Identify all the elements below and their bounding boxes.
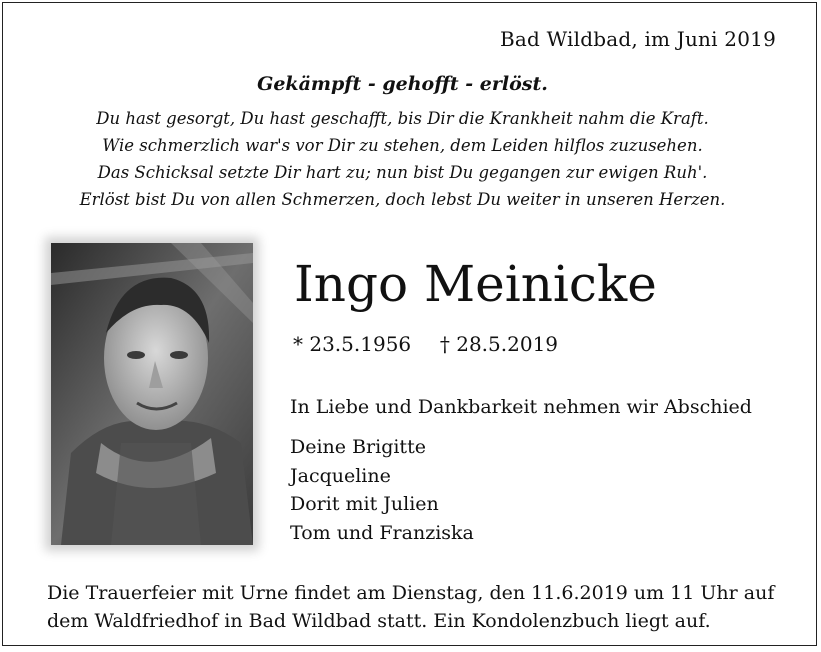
service-line: Die Trauerfeier mit Urne findet am Dienstag, den 11.6.2019 um 11 Uhr auf [47, 582, 775, 604]
farewell-text: In Liebe und Dankbarkeit nehmen wir Abschied [290, 396, 752, 418]
mourner-name: Deine Brigitte [290, 436, 426, 458]
mourner-name: Tom und Franziska [290, 521, 474, 544]
life-dates [293, 332, 558, 356]
poem-line: Erlöst bist Du von allen Schmerzen, doch lebst Du weiter in unseren Herzen. [79, 190, 726, 209]
portrait-illustration [51, 243, 253, 545]
obituary-notice [2, 2, 817, 646]
poem [3, 105, 802, 213]
deceased-name: Ingo Meinicke [294, 255, 657, 313]
poem-line: Wie schmerzlich war's vor Dir zu stehen, dem Leiden hilflos zuzusehen. [102, 136, 703, 155]
birth-date: * 23.5.1956 [293, 332, 412, 356]
mourner-name: Dorit mit Julien [290, 493, 439, 515]
poem-line: Du hast gesorgt, Du hast geschafft, bis Dir die Krankheit nahm die Kraft. [96, 109, 709, 128]
motto-title: Gekämpft - gehofft - erlöst. [257, 73, 548, 95]
funeral-service-info [47, 579, 774, 635]
mourner-name: Jacqueline [290, 464, 391, 487]
place-and-date: Bad Wildbad, im Juni 2019 [500, 27, 776, 51]
death-date: † 28.5.2019 [439, 332, 559, 356]
poem-line: Das Schicksal setzte Dir hart zu; nun bist Du gegangen zur ewigen Ruh'. [97, 163, 708, 182]
service-line: dem Waldfriedhof in Bad Wildbad statt. Ein Kondolenzbuch liegt auf. [47, 610, 711, 632]
mourners-list [290, 433, 474, 547]
portrait-photo [51, 243, 253, 545]
